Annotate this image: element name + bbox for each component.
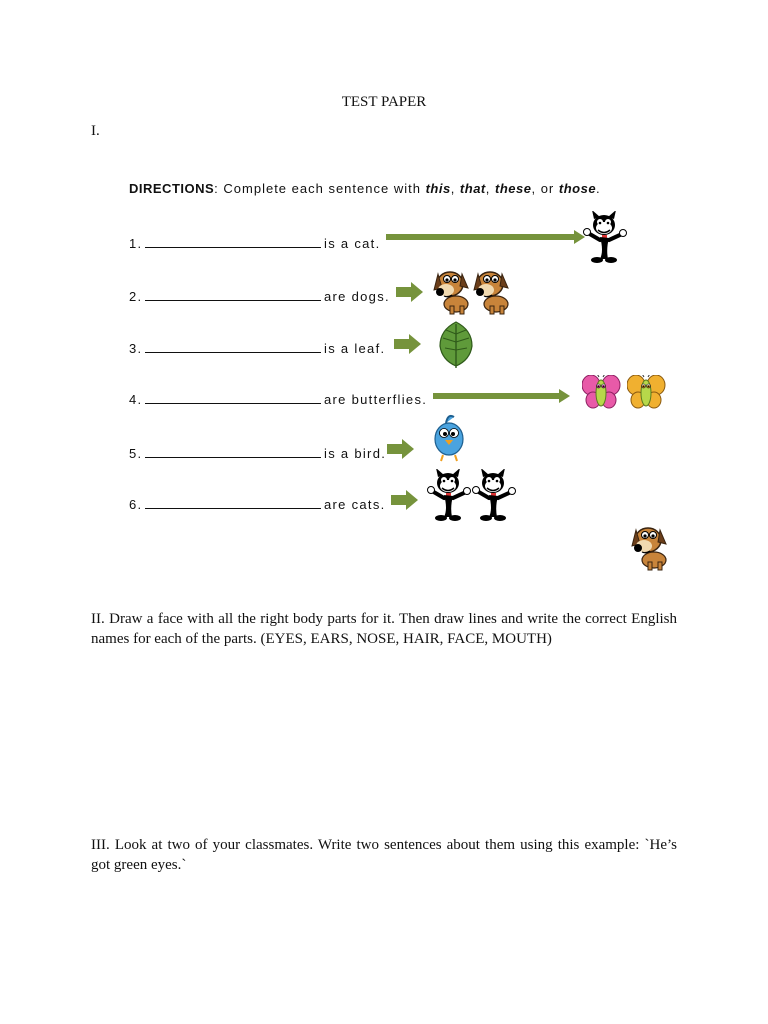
- answer-blank-6[interactable]: [145, 494, 321, 509]
- word-these: these: [495, 181, 532, 196]
- exercise-item-3: [129, 338, 385, 358]
- long-arrow-icon: [433, 389, 571, 403]
- item-text: is a bird.: [324, 446, 387, 461]
- section-2-instructions: II. Draw a face with all the right body parts for it. Then draw lines and write the correct English names for each of the parts. (EYES, EARS, NOSE, HAIR, FACE, MOUTH): [91, 611, 677, 647]
- long-arrow-icon: [386, 230, 586, 244]
- item-number: 5.: [129, 446, 143, 461]
- dog-icon: [472, 266, 516, 316]
- word-this: this: [425, 181, 451, 196]
- section-3-instructions: III. Look at two of your classmates. Write two sentences about them using this example: `He’s got green eyes.`: [91, 837, 677, 873]
- short-arrow-icon: [391, 490, 419, 510]
- butterfly-icon: [627, 375, 667, 411]
- word-that: that: [459, 181, 486, 196]
- dog-icon: [432, 266, 472, 316]
- answer-blank-2[interactable]: [145, 286, 321, 301]
- exercise-item-2: [129, 286, 390, 306]
- item-text: is a cat.: [324, 236, 381, 251]
- item-text: is a leaf.: [324, 341, 386, 356]
- exercise-item-5: [129, 443, 386, 463]
- dog-icon: [630, 522, 674, 572]
- page-title: TEST PAPER: [341, 94, 427, 110]
- short-arrow-icon: [396, 282, 424, 302]
- cat-icon: [471, 469, 519, 523]
- directions-sep: ,: [450, 181, 460, 196]
- answer-blank-3[interactable]: [145, 338, 321, 353]
- item-number: 3.: [129, 341, 143, 356]
- item-number: 6.: [129, 497, 143, 512]
- item-text: are butterflies.: [324, 392, 428, 407]
- directions-label: DIRECTIONS: [129, 181, 215, 196]
- short-arrow-icon: [394, 334, 422, 354]
- item-text: are dogs.: [324, 289, 390, 304]
- leaf-icon: [436, 320, 476, 370]
- butterfly-icon: [582, 375, 622, 411]
- answer-blank-4[interactable]: [145, 389, 321, 404]
- item-number: 2.: [129, 289, 143, 304]
- directions-sep: ,: [485, 181, 495, 196]
- directions: [129, 181, 601, 196]
- directions-text: : Complete each sentence with: [214, 181, 426, 196]
- answer-blank-5[interactable]: [145, 443, 321, 458]
- exercise-item-1: [129, 233, 381, 253]
- answer-blank-1[interactable]: [145, 233, 321, 248]
- cat-icon: [582, 211, 630, 265]
- word-those: those: [558, 181, 597, 196]
- directions-sep: , or: [531, 181, 559, 196]
- item-number: 1.: [129, 236, 143, 251]
- exercise-item-6: [129, 494, 386, 514]
- exercise-item-4: [129, 389, 427, 409]
- short-arrow-icon: [387, 439, 415, 459]
- directions-end: .: [596, 181, 601, 196]
- bird-icon: [432, 411, 468, 465]
- item-number: 4.: [129, 392, 143, 407]
- item-text: are cats.: [324, 497, 386, 512]
- section-1-numeral: I.: [91, 123, 100, 139]
- cat-icon: [426, 469, 474, 523]
